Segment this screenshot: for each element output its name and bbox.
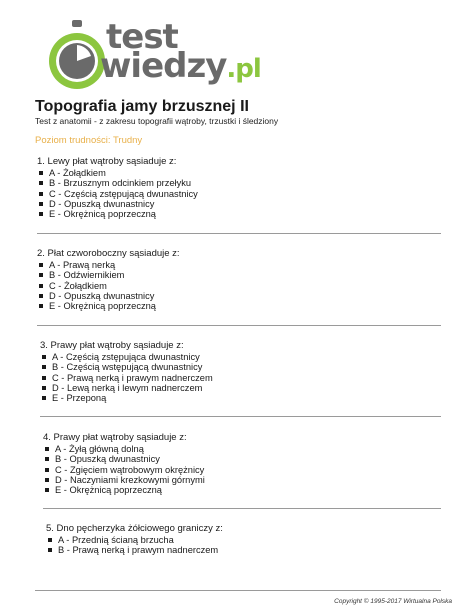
question-3 [40,340,213,403]
answer-option: C - Prawą nerką i prawym nadnerczem [40,373,213,383]
answer-list [40,352,213,403]
question-text: 4. Prawy płat wątroby sąsiaduje z: [43,432,187,443]
divider [40,416,441,417]
question-text: 3. Prawy płat wątroby sąsiaduje z: [40,340,184,351]
answer-list [37,168,198,219]
answer-option: B - Brzusznym odcinkiem przełyku [37,178,198,188]
answer-option: D - Opuszką dwunastnicy [37,199,198,209]
answer-list [43,444,205,495]
answer-option: D - Naczyniami krezkowymi górnymi [43,475,205,485]
answer-option: E - Okrężnicą poprzeczną [37,209,198,219]
logo-text-test: test [106,17,178,57]
difficulty-label: Poziom trudności: Trudny [35,135,143,146]
question-text: 2. Płat czworoboczny sąsiaduje z: [37,248,180,259]
answer-option: B - Prawą nerką i prawym nadnerczem [46,545,223,555]
footer-divider [35,590,441,591]
question-text: 5. Dno pęcherzyka żółciowego graniczy z: [46,523,223,534]
question-2 [37,248,180,311]
question-text: 1. Lewy płat wątroby sąsiaduje z: [37,156,177,167]
answer-option: A - Żołądkiem [37,168,198,178]
answer-option: A - Częścią zstępująca dwunastnicy [40,352,213,362]
answer-option: D - Opuszką dwunastnicy [37,291,180,301]
answer-option: D - Lewą nerką i lewym nadnerczem [40,383,213,393]
answer-option: A - Żyłą główną dolną [43,444,205,454]
answer-option: A - Prawą nerką [37,260,180,270]
answer-option: C - Zgięciem wątrobowym okrężnicy [43,465,205,475]
copyright-notice: Copyright © 1995-2017 Wirtualna Polska [334,598,452,605]
logo-suffix: .pl [226,54,261,84]
answer-list [37,260,180,311]
divider [37,233,441,234]
divider [37,325,441,326]
question-1 [37,156,198,219]
question-4 [43,432,205,495]
page-title: Topografia jamy brzusznej II [35,98,249,115]
page-subtitle: Test z anatomii - z zakresu topografii wątroby, trzustki i śledziony [35,116,279,126]
answer-option: B - Odźwiernikiem [37,270,180,280]
logo-text-wiedzy: wiedzy.pl [100,46,261,86]
answer-option: C - Częścią zstępującą dwunastnicy [37,189,198,199]
divider [43,508,441,509]
answer-option: E - Przeponą [40,393,213,403]
answer-option: E - Okrężnicą poprzeczną [43,485,205,495]
answer-list [46,535,223,556]
answer-option: C - Żołądkiem [37,281,180,291]
answer-option: B - Opuszką dwunastnicy [43,454,205,464]
answer-option: A - Przednią ścianą brzucha [46,535,223,545]
answer-option: E - Okrężnicą poprzeczną [37,301,180,311]
answer-option: B - Częścią wstępującą dwunastnicy [40,362,213,372]
question-5 [46,523,223,556]
